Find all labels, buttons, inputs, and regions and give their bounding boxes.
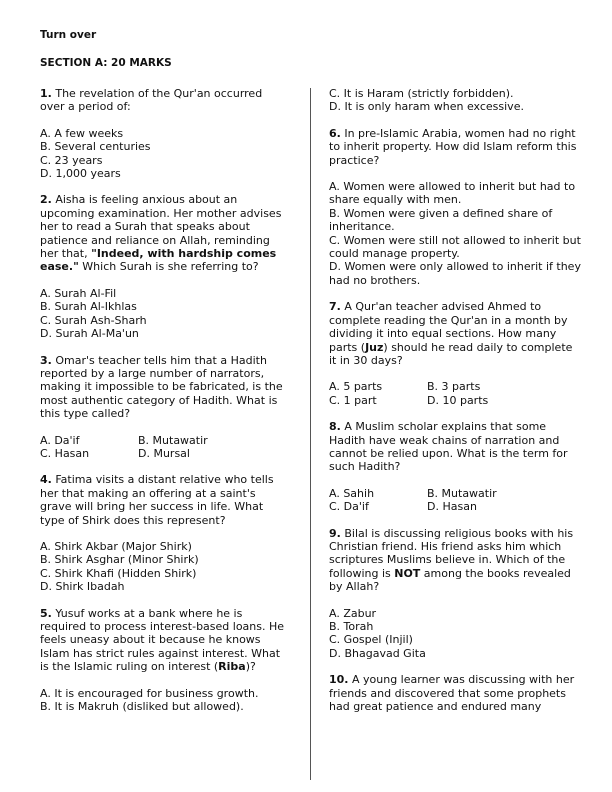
option-c: C. Surah Ash-Sharh xyxy=(40,313,147,327)
question-text: A young learner was discussing with her friends and discovered that some prophets had great patience and endured many xyxy=(329,673,575,714)
option-c: C. 23 years xyxy=(40,153,103,167)
question-text: Fatima visits a distant relative who tells her that making an offering at a saint's grave will bring her success in life. What type of Shirk does this represent? xyxy=(40,473,274,527)
column-divider xyxy=(310,88,311,780)
question-7 xyxy=(329,300,582,407)
option-a: A. Da'if xyxy=(40,433,80,447)
option-b: B. Mutawatir xyxy=(427,486,497,500)
question-text-end: ) should he read daily to complete it in 30 days? xyxy=(329,340,573,367)
question-stem xyxy=(40,607,290,674)
option-c: C. Hasan xyxy=(40,446,90,460)
question-stem xyxy=(40,354,290,421)
question-1 xyxy=(40,87,290,180)
question-text-end: )? xyxy=(245,660,256,674)
option-b: B. 3 parts xyxy=(427,380,481,394)
question-number: 5. xyxy=(40,606,52,620)
option-c: C. 1 part xyxy=(329,393,377,407)
question-number: 4. xyxy=(40,473,52,487)
option-d: D. Women were only allowed to inherit if they had no brothers. xyxy=(329,260,581,287)
question-10 xyxy=(329,673,582,713)
option-a: A. Sahih xyxy=(329,486,375,500)
question-number: 6. xyxy=(329,126,341,140)
question-number: 3. xyxy=(40,353,52,367)
right-column xyxy=(329,87,582,726)
option-a: A. Surah Al-Fil xyxy=(40,286,117,300)
option-a: A. 5 parts xyxy=(329,380,383,394)
option-c: C. Shirk Khafi (Hidden Shirk) xyxy=(40,566,197,580)
option-d: D. Bhagavad Gita xyxy=(329,646,426,660)
option-c: C. Women were still not allowed to inherit but could manage property. xyxy=(329,233,581,261)
question-text: A Qur'an teacher advised Ahmed to complete reading the Qur'an in a month by dividing it into equal sections. How many parts ( xyxy=(329,300,568,354)
question-number: 2. xyxy=(40,193,52,207)
question-2 xyxy=(40,193,290,340)
option-b: B. Torah xyxy=(329,620,374,633)
question-stem xyxy=(329,300,582,367)
question-6 xyxy=(329,127,582,287)
option-d: D. Hasan xyxy=(427,500,477,514)
option-a: A. A few weeks xyxy=(40,126,124,140)
option-d: D. It is only haram when excessive. xyxy=(329,100,524,114)
option-b: B. It is Makruh (disliked but allowed). xyxy=(40,700,244,714)
option-b: B. Several centuries xyxy=(40,140,151,154)
option-b: B. Women were given a defined share of inheritance. xyxy=(329,206,553,234)
option-c: C. Da'if xyxy=(329,500,369,514)
question-bold-term: Juz xyxy=(365,340,384,354)
question-stem xyxy=(329,673,582,713)
option-a: A. Shirk Akbar (Major Shirk) xyxy=(40,539,192,553)
section-title: SECTION A: 20 MARKS xyxy=(40,57,172,69)
question-text: A Muslim scholar explains that some Hadith have weak chains of narration and cannot be relied upon. What is the term for such Hadith? xyxy=(329,420,568,474)
question-text: In pre-Islamic Arabia, women had no right to inherit property. How did Islam reform this practice? xyxy=(329,126,577,167)
question-stem xyxy=(329,527,582,594)
option-d: D. Shirk Ibadah xyxy=(40,580,125,594)
question-4 xyxy=(40,473,290,593)
option-d: D. 10 parts xyxy=(427,393,489,407)
option-d: D. 1,000 years xyxy=(40,167,121,181)
question-stem xyxy=(40,193,290,273)
question-text: The revelation of the Qur'an occurred over a period of: xyxy=(40,87,263,114)
option-c: C. It is Haram (strictly forbidden). xyxy=(329,87,514,100)
question-number: 9. xyxy=(329,526,341,540)
question-stem xyxy=(329,420,582,474)
option-d: D. Mursal xyxy=(138,446,190,460)
option-a: A. Zabur xyxy=(329,606,377,620)
option-d: D. Surah Al-Ma'un xyxy=(40,327,139,341)
question-3 xyxy=(40,354,290,461)
question-text-end: Which Surah is she referring to? xyxy=(78,260,259,274)
question-5 xyxy=(40,607,290,714)
option-b: B. Shirk Asghar (Minor Shirk) xyxy=(40,553,199,567)
question-text-end: among the books revealed by Allah? xyxy=(329,566,571,594)
question-stem xyxy=(329,127,582,167)
option-a: A. Women were allowed to inherit but had to share equally with men. xyxy=(329,180,576,207)
turn-over-label: Turn over xyxy=(40,29,97,41)
question-quote: "Indeed, with hardship comes ease." xyxy=(40,247,277,274)
option-b: B. Mutawatir xyxy=(138,433,208,447)
question-text: Omar's teacher tells him that a Hadith reported by a large number of narrators, making it impossible to be fabricated, is the most authentic category of Hadith. What is this type called? xyxy=(40,353,283,421)
options-grid xyxy=(329,487,582,514)
question-number: 1. xyxy=(40,87,52,100)
question-bold-term: NOT xyxy=(394,566,421,580)
question-5-continued xyxy=(329,87,582,114)
option-b: B. Surah Al-Ikhlas xyxy=(40,300,137,314)
question-stem xyxy=(40,473,290,527)
question-number: 8. xyxy=(329,420,341,434)
options-grid xyxy=(40,434,290,461)
question-9 xyxy=(329,527,582,661)
question-stem xyxy=(40,87,290,114)
option-a: A. It is encouraged for business growth. xyxy=(40,686,259,700)
question-text: Bilal is discussing religious books with his Christian friend. His friend asks him which scriptures Muslims believe in. Which of the following is xyxy=(329,526,574,580)
options-grid xyxy=(329,380,582,407)
question-8 xyxy=(329,420,582,513)
option-c: C. Gospel (Injil) xyxy=(329,633,413,647)
question-bold-term: Riba xyxy=(218,660,246,674)
question-number: 10. xyxy=(329,673,349,687)
left-column xyxy=(40,87,290,726)
question-text: Aisha is feeling anxious about an upcoming examination. Her mother advises her to read a Surah that speaks about patience and reliance on Allah, reminding her that, xyxy=(40,193,282,261)
question-text: Yusuf works at a bank where he is required to process interest-based loans. He feels uneasy about it because he knows Islam has strict rules against interest. What is the Islamic ruling on interest ( xyxy=(40,606,285,674)
question-number: 7. xyxy=(329,300,341,314)
